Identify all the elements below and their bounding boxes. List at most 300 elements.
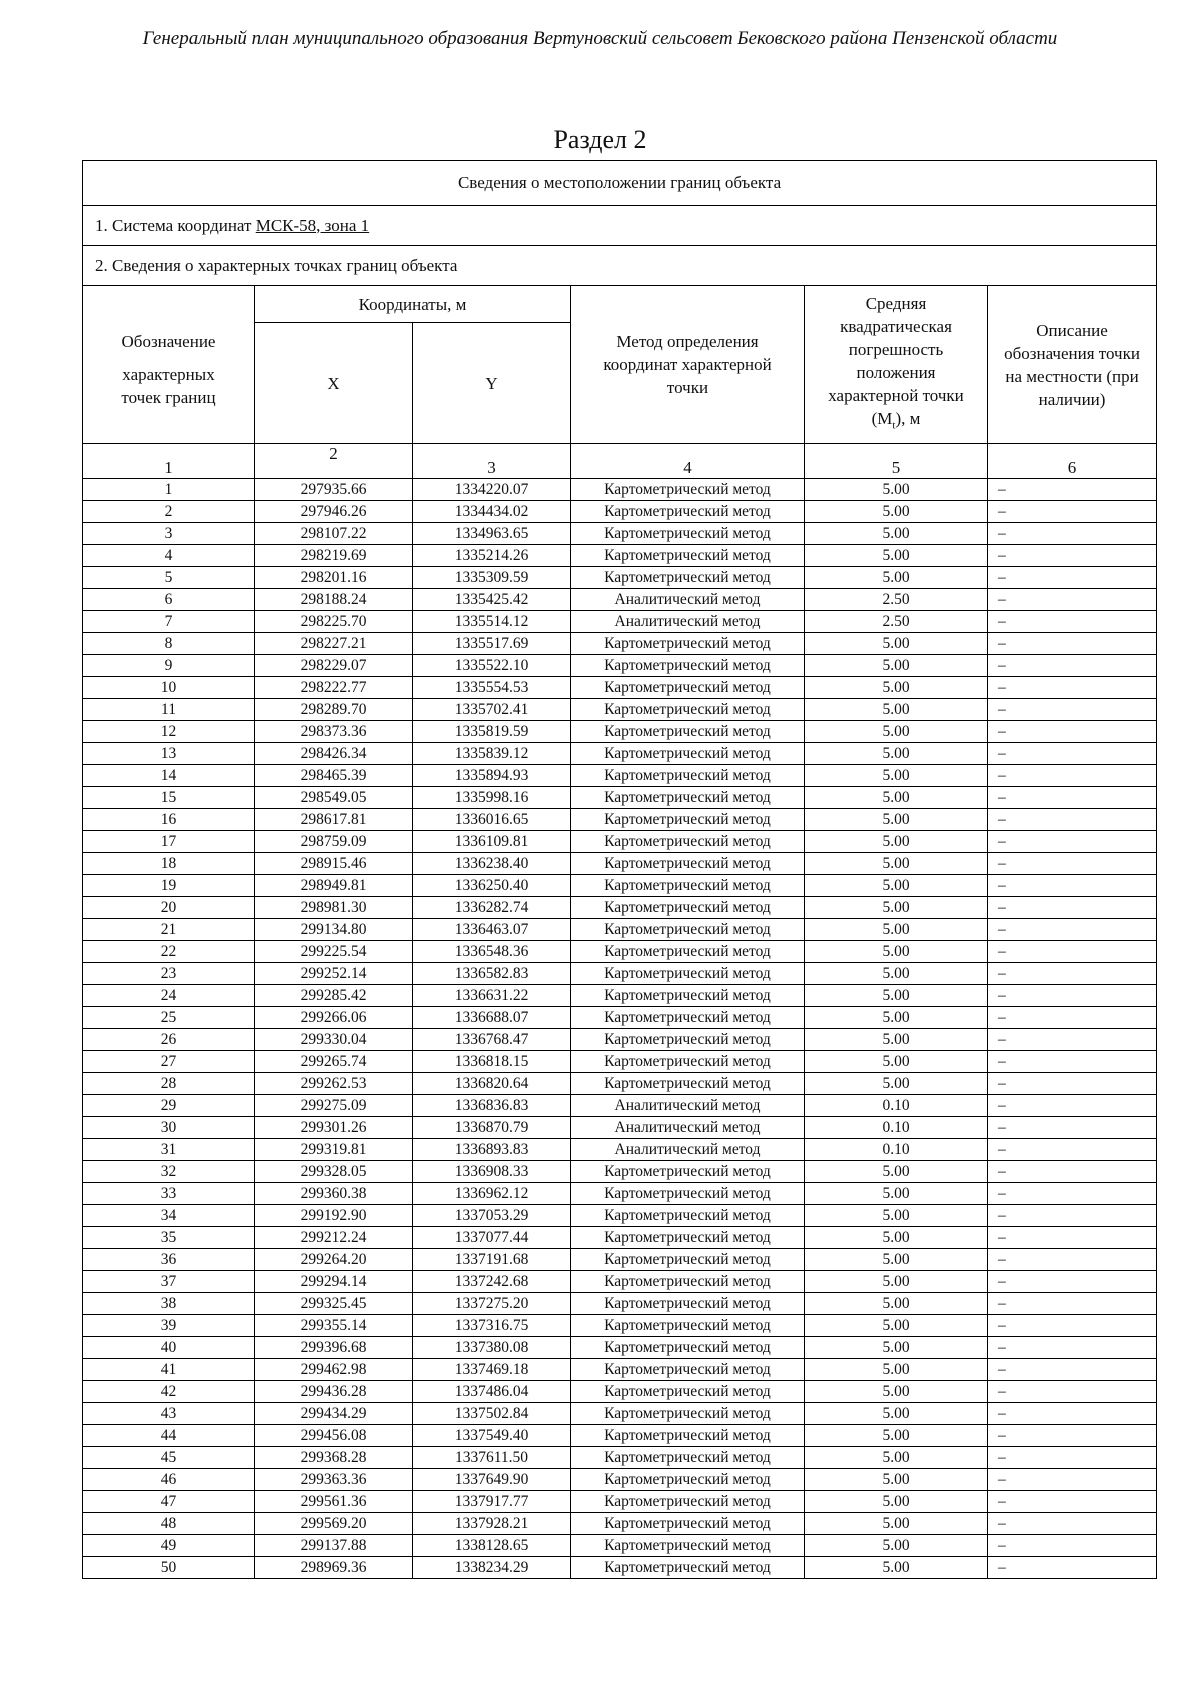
method-cell: Картометрический метод	[571, 1293, 805, 1315]
y-coordinate-cell: 1337077.44	[413, 1227, 571, 1249]
x-coordinate-cell: 299265.74	[255, 1051, 413, 1073]
error-header	[805, 286, 988, 444]
description-cell: –	[988, 1227, 1157, 1249]
x-coordinate-cell: 297946.26	[255, 501, 413, 523]
error-cell: 5.00	[805, 809, 988, 831]
x-coordinate-cell: 299264.20	[255, 1249, 413, 1271]
y-coordinate-cell: 1337316.75	[413, 1315, 571, 1337]
x-coordinate-cell: 298759.09	[255, 831, 413, 853]
error-cell: 0.10	[805, 1139, 988, 1161]
column-number: 2	[255, 444, 413, 479]
description-cell: –	[988, 897, 1157, 919]
method-cell: Картометрический метод	[571, 875, 805, 897]
point-number-cell: 30	[83, 1117, 255, 1139]
error-cell: 5.00	[805, 479, 988, 501]
description-cell: –	[988, 501, 1157, 523]
description-cell: –	[988, 1051, 1157, 1073]
table-row	[83, 677, 1157, 699]
table-row	[83, 1491, 1157, 1513]
error-cell: 5.00	[805, 1557, 988, 1579]
running-header: Генеральный план муниципального образования Вертуновский сельсовет Бековского района Пензенской области	[142, 28, 1058, 49]
point-number-cell: 23	[83, 963, 255, 985]
point-number-cell: 48	[83, 1513, 255, 1535]
point-number-cell: 19	[83, 875, 255, 897]
x-coordinate-cell: 298219.69	[255, 545, 413, 567]
point-number-cell: 26	[83, 1029, 255, 1051]
y-coordinate-cell: 1335702.41	[413, 699, 571, 721]
description-cell: –	[988, 545, 1157, 567]
table-row	[83, 1205, 1157, 1227]
error-cell: 5.00	[805, 897, 988, 919]
method-cell: Картометрический метод	[571, 1029, 805, 1051]
point-number-cell: 1	[83, 479, 255, 501]
error-cell: 5.00	[805, 1183, 988, 1205]
table-row	[83, 963, 1157, 985]
y-coordinate-cell: 1335425.42	[413, 589, 571, 611]
x-coordinate-cell: 299360.38	[255, 1183, 413, 1205]
table-row	[83, 1403, 1157, 1425]
coordinates-header: Координаты, м	[255, 286, 571, 323]
description-cell: –	[988, 1381, 1157, 1403]
method-cell: Картометрический метод	[571, 809, 805, 831]
x-coordinate-cell: 298107.22	[255, 523, 413, 545]
description-header: Описание обозначения точки на местности (при наличии)	[988, 286, 1157, 444]
x-coordinate-cell: 299328.05	[255, 1161, 413, 1183]
coordinate-system-row	[83, 206, 1157, 246]
point-number-cell: 27	[83, 1051, 255, 1073]
error-cell: 5.00	[805, 1469, 988, 1491]
y-coordinate-cell: 1334220.07	[413, 479, 571, 501]
description-cell: –	[988, 1337, 1157, 1359]
section-title: Раздел 2	[553, 125, 647, 154]
method-cell: Картометрический метод	[571, 721, 805, 743]
table-row	[83, 1293, 1157, 1315]
x-header: X	[255, 323, 413, 444]
description-cell: –	[988, 1205, 1157, 1227]
point-number-cell: 6	[83, 589, 255, 611]
coordinate-system-label: 1. Система координат	[95, 215, 256, 235]
error-cell: 5.00	[805, 875, 988, 897]
description-cell: –	[988, 1007, 1157, 1029]
x-coordinate-cell: 298549.05	[255, 787, 413, 809]
x-coordinate-cell: 299368.28	[255, 1447, 413, 1469]
table-row	[83, 1359, 1157, 1381]
error-cell: 5.00	[805, 1293, 988, 1315]
method-cell: Картометрический метод	[571, 1491, 805, 1513]
y-coordinate-cell: 1337549.40	[413, 1425, 571, 1447]
error-cell: 0.10	[805, 1095, 988, 1117]
point-number-cell: 33	[83, 1183, 255, 1205]
method-cell: Картометрический метод	[571, 479, 805, 501]
error-cell: 5.00	[805, 1403, 988, 1425]
point-number-cell: 9	[83, 655, 255, 677]
point-number-cell: 7	[83, 611, 255, 633]
table-row	[83, 1535, 1157, 1557]
description-cell: –	[988, 1359, 1157, 1381]
x-coordinate-cell: 298465.39	[255, 765, 413, 787]
y-coordinate-cell: 1336768.47	[413, 1029, 571, 1051]
point-number-cell: 16	[83, 809, 255, 831]
x-coordinate-cell: 298222.77	[255, 677, 413, 699]
error-cell: 5.00	[805, 1381, 988, 1403]
description-cell: –	[988, 1315, 1157, 1337]
table-row	[83, 655, 1157, 677]
description-cell: –	[988, 787, 1157, 809]
table-row	[83, 1095, 1157, 1117]
method-cell: Картометрический метод	[571, 853, 805, 875]
method-cell: Картометрический метод	[571, 677, 805, 699]
point-number-cell: 46	[83, 1469, 255, 1491]
error-cell: 5.00	[805, 787, 988, 809]
column-numbers	[83, 444, 1157, 479]
description-cell: –	[988, 941, 1157, 963]
point-number-cell: 29	[83, 1095, 255, 1117]
x-coordinate-cell: 299225.54	[255, 941, 413, 963]
method-cell: Картометрический метод	[571, 765, 805, 787]
description-cell: –	[988, 1513, 1157, 1535]
y-coordinate-cell: 1335819.59	[413, 721, 571, 743]
method-cell: Картометрический метод	[571, 1315, 805, 1337]
column-number: 3	[413, 444, 571, 479]
y-coordinate-cell: 1336282.74	[413, 897, 571, 919]
y-coordinate-cell: 1335998.16	[413, 787, 571, 809]
table-row	[83, 1227, 1157, 1249]
error-cell: 5.00	[805, 567, 988, 589]
error-header-suffix: ), м	[895, 409, 921, 428]
table-row	[83, 567, 1157, 589]
method-cell: Картометрический метод	[571, 1425, 805, 1447]
error-cell: 5.00	[805, 1051, 988, 1073]
description-cell: –	[988, 1095, 1157, 1117]
error-header-subscript: t	[892, 419, 896, 432]
x-coordinate-cell: 299319.81	[255, 1139, 413, 1161]
y-coordinate-cell: 1337380.08	[413, 1337, 571, 1359]
y-coordinate-cell: 1336962.12	[413, 1183, 571, 1205]
point-number-cell: 49	[83, 1535, 255, 1557]
error-cell: 5.00	[805, 1315, 988, 1337]
point-number-cell: 45	[83, 1447, 255, 1469]
error-cell: 5.00	[805, 853, 988, 875]
table-row	[83, 1073, 1157, 1095]
y-coordinate-cell: 1335517.69	[413, 633, 571, 655]
error-cell: 5.00	[805, 1007, 988, 1029]
description-cell: –	[988, 853, 1157, 875]
column-number: 1	[83, 444, 255, 479]
point-number-cell: 2	[83, 501, 255, 523]
method-cell: Картометрический метод	[571, 633, 805, 655]
method-cell: Картометрический метод	[571, 1073, 805, 1095]
y-coordinate-cell: 1338128.65	[413, 1535, 571, 1557]
description-cell: –	[988, 831, 1157, 853]
error-cell: 5.00	[805, 941, 988, 963]
table-row	[83, 1447, 1157, 1469]
x-coordinate-cell: 299137.88	[255, 1535, 413, 1557]
x-coordinate-cell: 299330.04	[255, 1029, 413, 1051]
designation-header-line1: Обозначение	[121, 332, 216, 352]
error-cell: 5.00	[805, 1337, 988, 1359]
description-cell: –	[988, 1249, 1157, 1271]
x-coordinate-cell: 299301.26	[255, 1117, 413, 1139]
description-cell: –	[988, 589, 1157, 611]
y-coordinate-cell: 1335839.12	[413, 743, 571, 765]
error-cell: 5.00	[805, 633, 988, 655]
description-cell: –	[988, 985, 1157, 1007]
error-cell: 5.00	[805, 699, 988, 721]
method-cell: Картометрический метод	[571, 655, 805, 677]
y-coordinate-cell: 1336836.83	[413, 1095, 571, 1117]
point-number-cell: 10	[83, 677, 255, 699]
table-row	[83, 545, 1157, 567]
error-cell: 5.00	[805, 743, 988, 765]
point-number-cell: 21	[83, 919, 255, 941]
x-coordinate-cell: 299355.14	[255, 1315, 413, 1337]
point-number-cell: 8	[83, 633, 255, 655]
x-coordinate-cell: 298227.21	[255, 633, 413, 655]
description-cell: –	[988, 1535, 1157, 1557]
description-cell: –	[988, 1557, 1157, 1579]
column-number: 4	[571, 444, 805, 479]
table-caption: Сведения о местоположении границ объекта	[83, 161, 1157, 206]
description-cell: –	[988, 1447, 1157, 1469]
x-coordinate-cell: 298981.30	[255, 897, 413, 919]
error-cell: 5.00	[805, 765, 988, 787]
x-coordinate-cell: 298225.70	[255, 611, 413, 633]
method-cell: Картометрический метод	[571, 1183, 805, 1205]
description-cell: –	[988, 721, 1157, 743]
method-cell: Картометрический метод	[571, 787, 805, 809]
y-header: Y	[413, 323, 571, 444]
table-row	[83, 501, 1157, 523]
error-cell: 5.00	[805, 1271, 988, 1293]
x-coordinate-cell: 298229.07	[255, 655, 413, 677]
y-coordinate-cell: 1336908.33	[413, 1161, 571, 1183]
point-number-cell: 34	[83, 1205, 255, 1227]
method-cell: Картометрический метод	[571, 1447, 805, 1469]
point-number-cell: 36	[83, 1249, 255, 1271]
table-row	[83, 809, 1157, 831]
method-header: Метод определения координат характерной точки	[571, 286, 805, 444]
description-cell: –	[988, 1183, 1157, 1205]
x-coordinate-cell: 299396.68	[255, 1337, 413, 1359]
description-cell: –	[988, 1117, 1157, 1139]
table-row	[83, 1513, 1157, 1535]
point-number-cell: 42	[83, 1381, 255, 1403]
table-row	[83, 1425, 1157, 1447]
point-number-cell: 13	[83, 743, 255, 765]
y-coordinate-cell: 1335894.93	[413, 765, 571, 787]
y-coordinate-cell: 1335554.53	[413, 677, 571, 699]
y-coordinate-cell: 1337928.21	[413, 1513, 571, 1535]
boundary-points-table	[82, 160, 1157, 1579]
y-coordinate-cell: 1337191.68	[413, 1249, 571, 1271]
description-cell: –	[988, 963, 1157, 985]
error-cell: 5.00	[805, 1447, 988, 1469]
x-coordinate-cell: 299285.42	[255, 985, 413, 1007]
method-cell: Картометрический метод	[571, 1161, 805, 1183]
error-cell: 2.50	[805, 589, 988, 611]
point-number-cell: 11	[83, 699, 255, 721]
table-row	[83, 875, 1157, 897]
x-coordinate-cell: 298188.24	[255, 589, 413, 611]
table-row	[83, 589, 1157, 611]
y-coordinate-cell: 1335214.26	[413, 545, 571, 567]
x-coordinate-cell: 299325.45	[255, 1293, 413, 1315]
table-row	[83, 479, 1157, 501]
point-number-cell: 3	[83, 523, 255, 545]
method-cell: Картометрический метод	[571, 545, 805, 567]
error-cell: 5.00	[805, 1425, 988, 1447]
error-cell: 2.50	[805, 611, 988, 633]
y-coordinate-cell: 1338234.29	[413, 1557, 571, 1579]
method-cell: Картометрический метод	[571, 1535, 805, 1557]
method-cell: Картометрический метод	[571, 1205, 805, 1227]
error-cell: 5.00	[805, 523, 988, 545]
method-cell: Картометрический метод	[571, 1227, 805, 1249]
method-cell: Аналитический метод	[571, 589, 805, 611]
table-row	[83, 985, 1157, 1007]
table-row	[83, 1381, 1157, 1403]
table-row	[83, 743, 1157, 765]
y-coordinate-cell: 1335309.59	[413, 567, 571, 589]
table-row	[83, 611, 1157, 633]
y-coordinate-cell: 1336688.07	[413, 1007, 571, 1029]
point-number-cell: 17	[83, 831, 255, 853]
error-header-text: Средняя квадратическая погрешность положения характерной точки (M	[828, 294, 964, 428]
error-cell: 5.00	[805, 545, 988, 567]
error-cell: 5.00	[805, 1359, 988, 1381]
table-row	[83, 919, 1157, 941]
point-number-cell: 38	[83, 1293, 255, 1315]
y-coordinate-cell: 1336582.83	[413, 963, 571, 985]
table-row	[83, 1271, 1157, 1293]
table-row	[83, 831, 1157, 853]
error-cell: 5.00	[805, 721, 988, 743]
description-cell: –	[988, 743, 1157, 765]
method-cell: Картометрический метод	[571, 567, 805, 589]
method-cell: Аналитический метод	[571, 611, 805, 633]
error-cell: 5.00	[805, 1029, 988, 1051]
description-cell: –	[988, 809, 1157, 831]
description-cell: –	[988, 919, 1157, 941]
error-cell: 5.00	[805, 1491, 988, 1513]
description-cell: –	[988, 655, 1157, 677]
method-cell: Картометрический метод	[571, 501, 805, 523]
error-cell: 5.00	[805, 677, 988, 699]
method-cell: Картометрический метод	[571, 963, 805, 985]
designation-header-line2: характерных точек границ	[121, 365, 216, 408]
point-number-cell: 41	[83, 1359, 255, 1381]
x-coordinate-cell: 299262.53	[255, 1073, 413, 1095]
description-cell: –	[988, 1029, 1157, 1051]
y-coordinate-cell: 1337486.04	[413, 1381, 571, 1403]
method-cell: Картометрический метод	[571, 831, 805, 853]
method-cell: Картометрический метод	[571, 897, 805, 919]
table-row	[83, 787, 1157, 809]
table-row	[83, 1161, 1157, 1183]
description-cell: –	[988, 523, 1157, 545]
description-cell: –	[988, 1139, 1157, 1161]
method-cell: Картометрический метод	[571, 941, 805, 963]
x-coordinate-cell: 299134.80	[255, 919, 413, 941]
y-coordinate-cell: 1336109.81	[413, 831, 571, 853]
x-coordinate-cell: 299363.36	[255, 1469, 413, 1491]
point-number-cell: 31	[83, 1139, 255, 1161]
y-coordinate-cell: 1336548.36	[413, 941, 571, 963]
point-number-cell: 32	[83, 1161, 255, 1183]
y-coordinate-cell: 1334963.65	[413, 523, 571, 545]
description-cell: –	[988, 677, 1157, 699]
table-row	[83, 1051, 1157, 1073]
coordinate-system-value: МСК-58, зона 1	[255, 215, 370, 235]
point-number-cell: 22	[83, 941, 255, 963]
x-coordinate-cell: 298949.81	[255, 875, 413, 897]
x-coordinate-cell: 299436.28	[255, 1381, 413, 1403]
y-coordinate-cell: 1337469.18	[413, 1359, 571, 1381]
method-cell: Аналитический метод	[571, 1117, 805, 1139]
table-row	[83, 1469, 1157, 1491]
error-cell: 5.00	[805, 985, 988, 1007]
y-coordinate-cell: 1336463.07	[413, 919, 571, 941]
method-cell: Аналитический метод	[571, 1139, 805, 1161]
y-coordinate-cell: 1336238.40	[413, 853, 571, 875]
table-row	[83, 897, 1157, 919]
x-coordinate-cell: 299266.06	[255, 1007, 413, 1029]
point-number-cell: 12	[83, 721, 255, 743]
error-cell: 5.00	[805, 655, 988, 677]
error-cell: 5.00	[805, 1205, 988, 1227]
x-coordinate-cell: 299275.09	[255, 1095, 413, 1117]
designation-header	[83, 286, 255, 444]
point-number-cell: 14	[83, 765, 255, 787]
error-cell: 5.00	[805, 1161, 988, 1183]
table-row	[83, 1139, 1157, 1161]
y-coordinate-cell: 1337053.29	[413, 1205, 571, 1227]
point-number-cell: 25	[83, 1007, 255, 1029]
method-cell: Картометрический метод	[571, 1051, 805, 1073]
point-number-cell: 4	[83, 545, 255, 567]
x-coordinate-cell: 299569.20	[255, 1513, 413, 1535]
method-cell: Картометрический метод	[571, 919, 805, 941]
description-cell: –	[988, 1161, 1157, 1183]
x-coordinate-cell: 298373.36	[255, 721, 413, 743]
x-coordinate-cell: 299294.14	[255, 1271, 413, 1293]
error-cell: 5.00	[805, 919, 988, 941]
description-cell: –	[988, 1073, 1157, 1095]
method-cell: Аналитический метод	[571, 1095, 805, 1117]
table-header	[83, 161, 1157, 444]
method-cell: Картометрический метод	[571, 1337, 805, 1359]
error-cell: 5.00	[805, 963, 988, 985]
error-cell: 5.00	[805, 1227, 988, 1249]
error-cell: 5.00	[805, 501, 988, 523]
x-coordinate-cell: 299252.14	[255, 963, 413, 985]
table-row	[83, 1315, 1157, 1337]
description-cell: –	[988, 567, 1157, 589]
x-coordinate-cell: 299462.98	[255, 1359, 413, 1381]
method-cell: Картометрический метод	[571, 1403, 805, 1425]
y-coordinate-cell: 1335522.10	[413, 655, 571, 677]
description-cell: –	[988, 1425, 1157, 1447]
table-row	[83, 1557, 1157, 1579]
table-row	[83, 721, 1157, 743]
description-cell: –	[988, 1403, 1157, 1425]
point-number-cell: 47	[83, 1491, 255, 1513]
description-cell: –	[988, 699, 1157, 721]
y-coordinate-cell: 1336818.15	[413, 1051, 571, 1073]
column-number: 5	[805, 444, 988, 479]
description-cell: –	[988, 611, 1157, 633]
y-coordinate-cell: 1337275.20	[413, 1293, 571, 1315]
